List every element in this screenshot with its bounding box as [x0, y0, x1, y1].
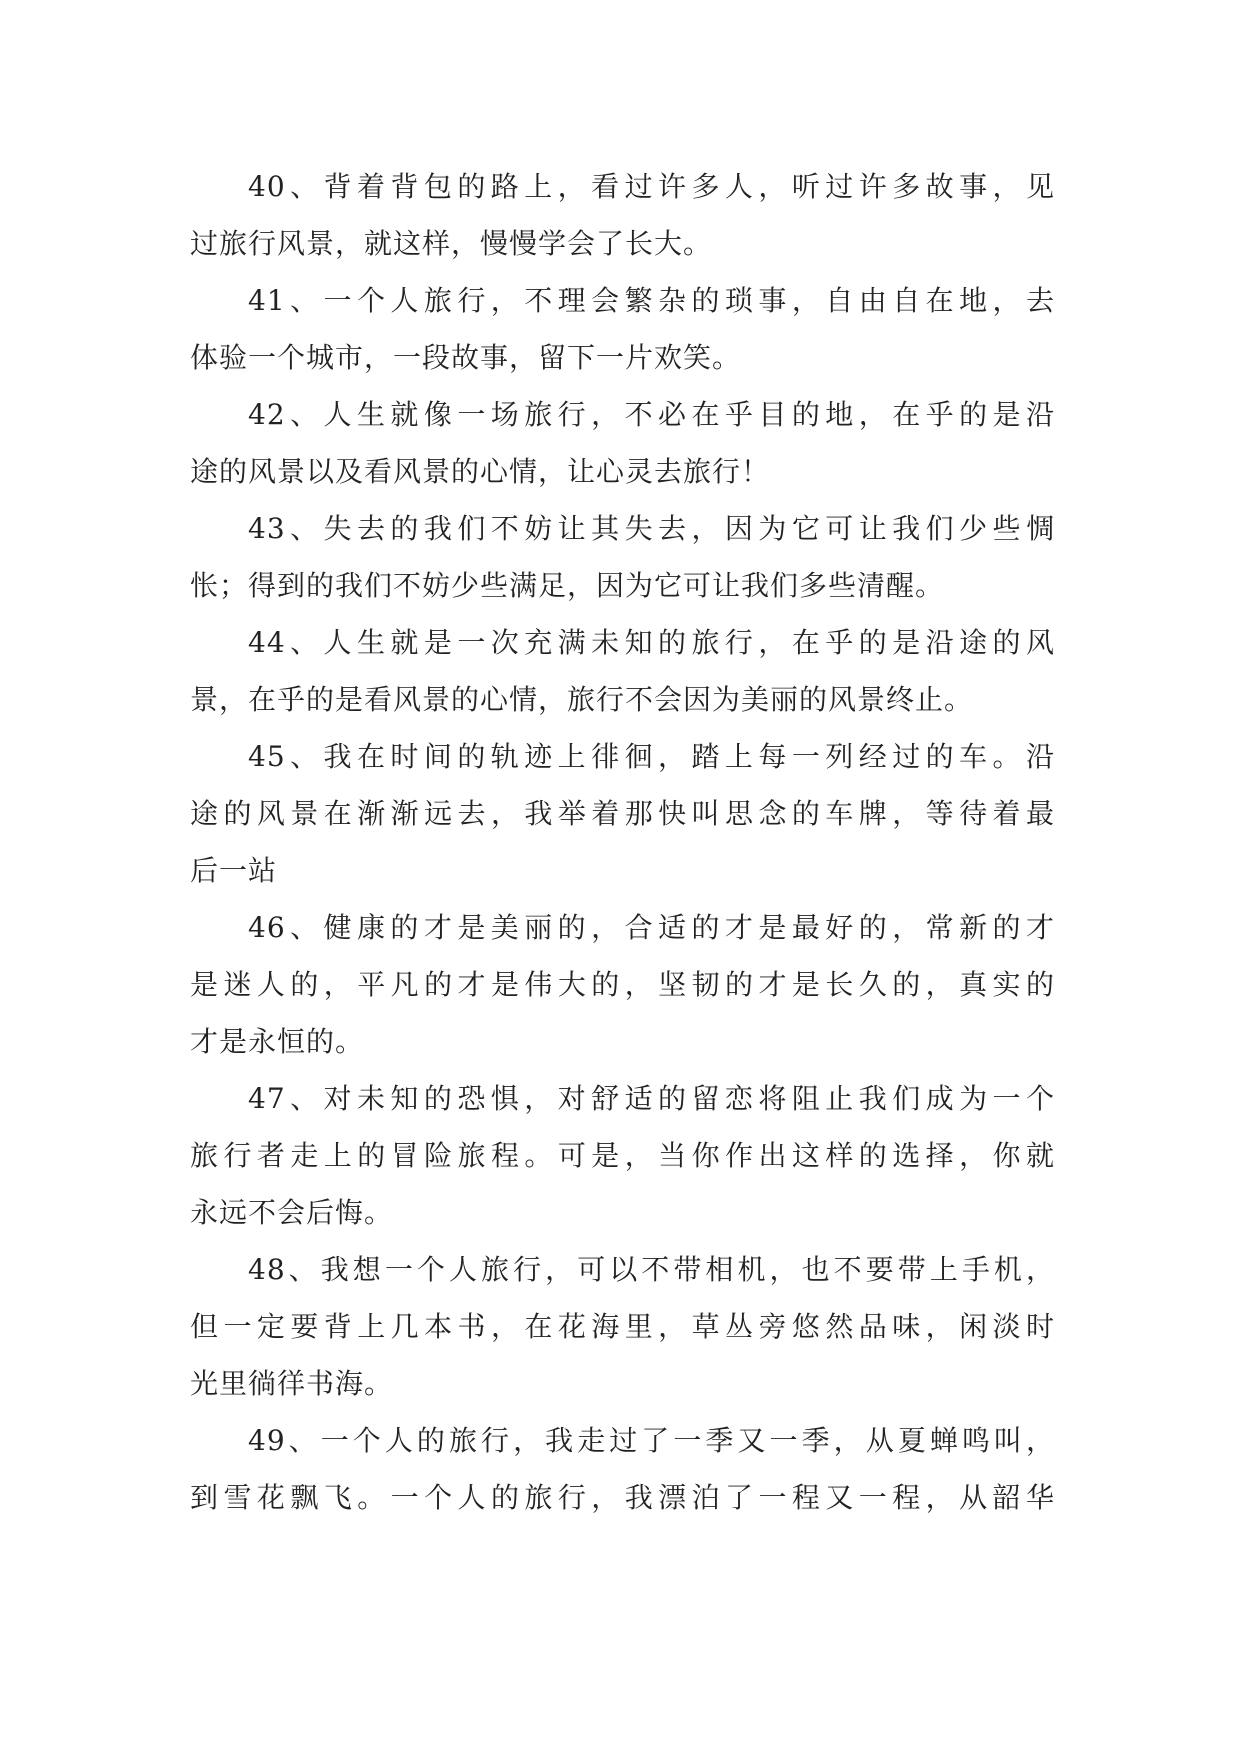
paragraph-line: 怅；得到的我们不妨少些满足，因为它可让我们多些清醒。: [190, 569, 945, 602]
paragraph-line: 后一站: [190, 854, 278, 887]
paragraph-47: [190, 1070, 1055, 1241]
paragraph-41: [190, 272, 1055, 386]
paragraph-40: [190, 158, 1055, 272]
paragraph-line: 体验一个城市，一段故事，留下一片欢笑。: [190, 341, 742, 374]
paragraph-line: 途的风景以及看风景的心情，让心灵去旅行！: [190, 455, 771, 488]
paragraph-line: 49、一个人的旅行，我走过了一季又一季，从夏蝉鸣叫，: [248, 1424, 1055, 1457]
paragraph-line: 景，在乎的是看风景的心情，旅行不会因为美丽的风景终止。: [190, 683, 974, 716]
paragraph-line: 永远不会后悔。: [190, 1196, 394, 1229]
paragraph-line: 旅行者走上的冒险旅程。可是，当你作出这样的选择，你就: [190, 1139, 1055, 1172]
paragraph-line: 43、失去的我们不妨让其失去，因为它可让我们少些惆: [248, 512, 1055, 545]
paragraph-line: 是迷人的，平凡的才是伟大的，坚韧的才是长久的，真实的: [190, 968, 1055, 1001]
paragraph-line: 光里徜徉书海。: [190, 1367, 394, 1400]
paragraph-line: 途的风景在渐渐远去，我举着那快叫思念的车牌，等待着最: [190, 797, 1055, 830]
paragraph-42: [190, 386, 1055, 500]
paragraph-line: 过旅行风景，就这样，慢慢学会了长大。: [190, 227, 713, 260]
paragraph-46: [190, 899, 1055, 1070]
paragraph-line: 46、健康的才是美丽的，合适的才是最好的，常新的才: [248, 911, 1055, 944]
paragraph-45: [190, 728, 1055, 899]
paragraph-48: [190, 1241, 1055, 1412]
document-body: [190, 158, 1055, 1526]
paragraph-line: 41、一个人旅行，不理会繁杂的琐事，自由自在地，去: [248, 284, 1055, 317]
paragraph-line: 44、人生就是一次充满未知的旅行，在乎的是沿途的风: [248, 626, 1055, 659]
paragraph-43: [190, 500, 1055, 614]
paragraph-line: 但一定要背上几本书，在花海里，草丛旁悠然品味，闲淡时: [190, 1310, 1055, 1343]
paragraph-line: 42、人生就像一场旅行，不必在乎目的地，在乎的是沿: [248, 398, 1055, 431]
paragraph-44: [190, 614, 1055, 728]
paragraph-line: 40、背着背包的路上，看过许多人，听过许多故事，见: [248, 170, 1055, 203]
paragraph-line: 才是永恒的。: [190, 1025, 365, 1058]
paragraph-line: 45、我在时间的轨迹上徘徊，踏上每一列经过的车。沿: [248, 740, 1055, 773]
paragraph-line: 48、我想一个人旅行，可以不带相机，也不要带上手机，: [248, 1253, 1055, 1286]
paragraph-line: 到雪花飘飞。一个人的旅行，我漂泊了一程又一程，从韶华: [190, 1481, 1055, 1514]
paragraph-line: 47、对未知的恐惧，对舒适的留恋将阻止我们成为一个: [248, 1082, 1055, 1115]
paragraph-49: [190, 1412, 1055, 1526]
